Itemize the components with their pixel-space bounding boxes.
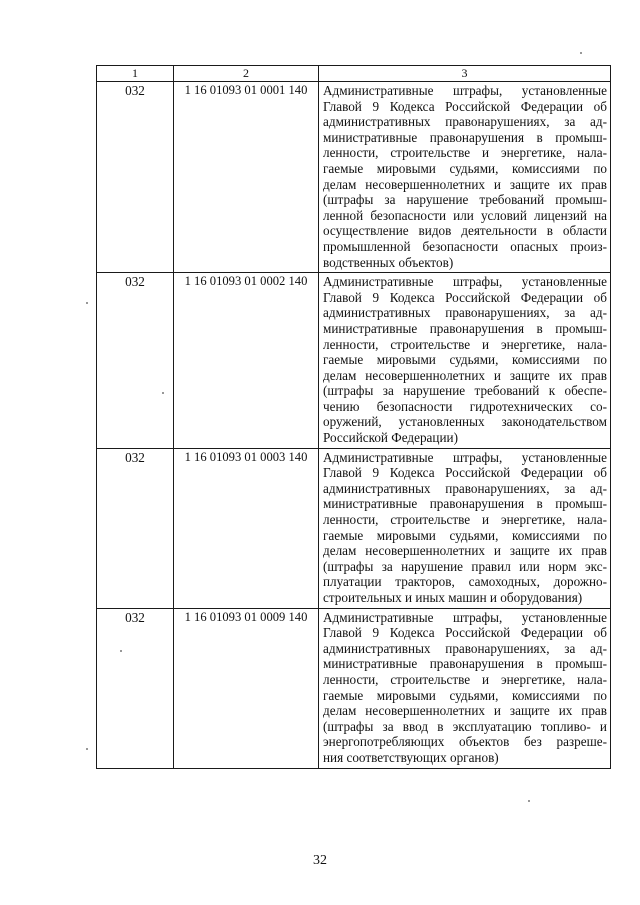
description-line: министративные правонарушения в промыш- [323, 320, 607, 336]
description-line: (штрафы за нарушение требований промыш- [323, 192, 607, 208]
table-row [97, 273, 611, 449]
description-line: (штрафы за ввод в эксплуатацию топливо- и [323, 718, 607, 734]
description-line: делам несовершеннолетних и защите их прав [323, 367, 607, 383]
description-line: строительных и иных машин и оборудования) [323, 590, 583, 605]
description-line: гаемые мировыми судьями, комиссиями по [323, 160, 607, 176]
header-col-3: 3 [319, 66, 611, 82]
description-line: ленности, строительстве и энергетике, нала- [323, 512, 607, 528]
description-line: административных правонарушениях, за ад- [323, 114, 607, 130]
table-row [97, 82, 611, 273]
description-line: ленности, строительстве и энергетике, нала- [323, 671, 607, 687]
scan-speck [86, 302, 88, 304]
scan-speck [86, 748, 88, 750]
description-line: водственных объектов) [323, 254, 454, 270]
description-line: (штрафы за нарушение требований к обеспе- [323, 383, 607, 399]
budget-classification-code: 1 16 01093 01 0001 140 [174, 82, 319, 273]
scan-speck [580, 52, 582, 54]
description-line: Административные штрафы, установленные [323, 274, 607, 290]
description-line: административных правонарушениях, за ад- [323, 480, 607, 496]
description-line: гаемые мировыми судьями, комиссиями по [323, 687, 607, 703]
revenue-description [319, 448, 611, 608]
description-line: делам несовершеннолетних и защите их прав [323, 176, 607, 192]
description-line: министративные правонарушения в промыш- [323, 129, 607, 145]
description-line: ния соответствующих органов) [323, 749, 499, 765]
budget-classification-code: 1 16 01093 01 0002 140 [174, 273, 319, 449]
table-row [97, 608, 611, 768]
page-number: 32 [313, 853, 327, 868]
description-line: Административные штрафы, установленные [323, 83, 607, 98]
scan-speck [162, 392, 164, 394]
description-line: делам несовершеннолетних и защите их прав [323, 703, 607, 719]
description-line: ленности, строительстве и энергетике, нала- [323, 145, 607, 161]
description-line: ленности, строительстве и энергетике, нала- [323, 336, 607, 352]
header-col-2: 2 [174, 66, 319, 82]
header-col-1: 1 [97, 66, 174, 82]
description-line: административных правонарушениях, за ад- [323, 640, 607, 656]
description-line: промышленной безопасности опасных произ- [323, 238, 607, 254]
description-line: (штрафы за нарушение правил или норм экс- [323, 558, 607, 574]
description-line: Административные штрафы, установленные [323, 609, 607, 625]
scan-speck [528, 800, 530, 802]
description-line: министративные правонарушения в промыш- [323, 656, 607, 672]
chapter-code: 032 [97, 273, 174, 449]
description-line: ленной безопасности или условий лицензий на [323, 207, 607, 223]
revenue-description [319, 273, 611, 449]
description-line: оружений, установленных законодательством [323, 414, 607, 430]
description-line: делам несовершеннолетних и защите их прав [323, 543, 607, 559]
chapter-code: 032 [97, 608, 174, 768]
description-line: гаемые мировыми судьями, комиссиями по [323, 352, 607, 368]
chapter-code: 032 [97, 82, 174, 273]
budget-classification-code: 1 16 01093 01 0009 140 [174, 608, 319, 768]
header-row [97, 66, 611, 82]
chapter-code: 032 [97, 448, 174, 608]
description-line: Главой 9 Кодекса Российской Федерации об [323, 465, 607, 481]
scan-speck [120, 650, 122, 652]
description-line: Административные штрафы, установленные [323, 449, 607, 465]
budget-classification-code: 1 16 01093 01 0003 140 [174, 448, 319, 608]
description-line: Российской Федерации) [323, 430, 458, 446]
description-line: Главой 9 Кодекса Российской Федерации об [323, 625, 607, 641]
revenue-description [319, 82, 611, 273]
description-line: административных правонарушениях, за ад- [323, 305, 607, 321]
description-line: чению безопасности гидротехнических со- [323, 398, 607, 414]
revenue-description [319, 608, 611, 768]
table-row [97, 448, 611, 608]
description-line: Главой 9 Кодекса Российской Федерации об [323, 289, 607, 305]
description-line: гаемые мировыми судьями, комиссиями по [323, 527, 607, 543]
description-line: министративные правонарушения в промыш- [323, 496, 607, 512]
description-line: плуатации тракторов, самоходных, дорожно- [323, 574, 607, 590]
description-line: осуществление видов деятельности в области [323, 223, 607, 239]
description-line: Главой 9 Кодекса Российской Федерации об [323, 98, 607, 114]
description-line: энергопотребляющих объектов без разреше- [323, 734, 607, 750]
budget-codes-table [96, 65, 611, 769]
